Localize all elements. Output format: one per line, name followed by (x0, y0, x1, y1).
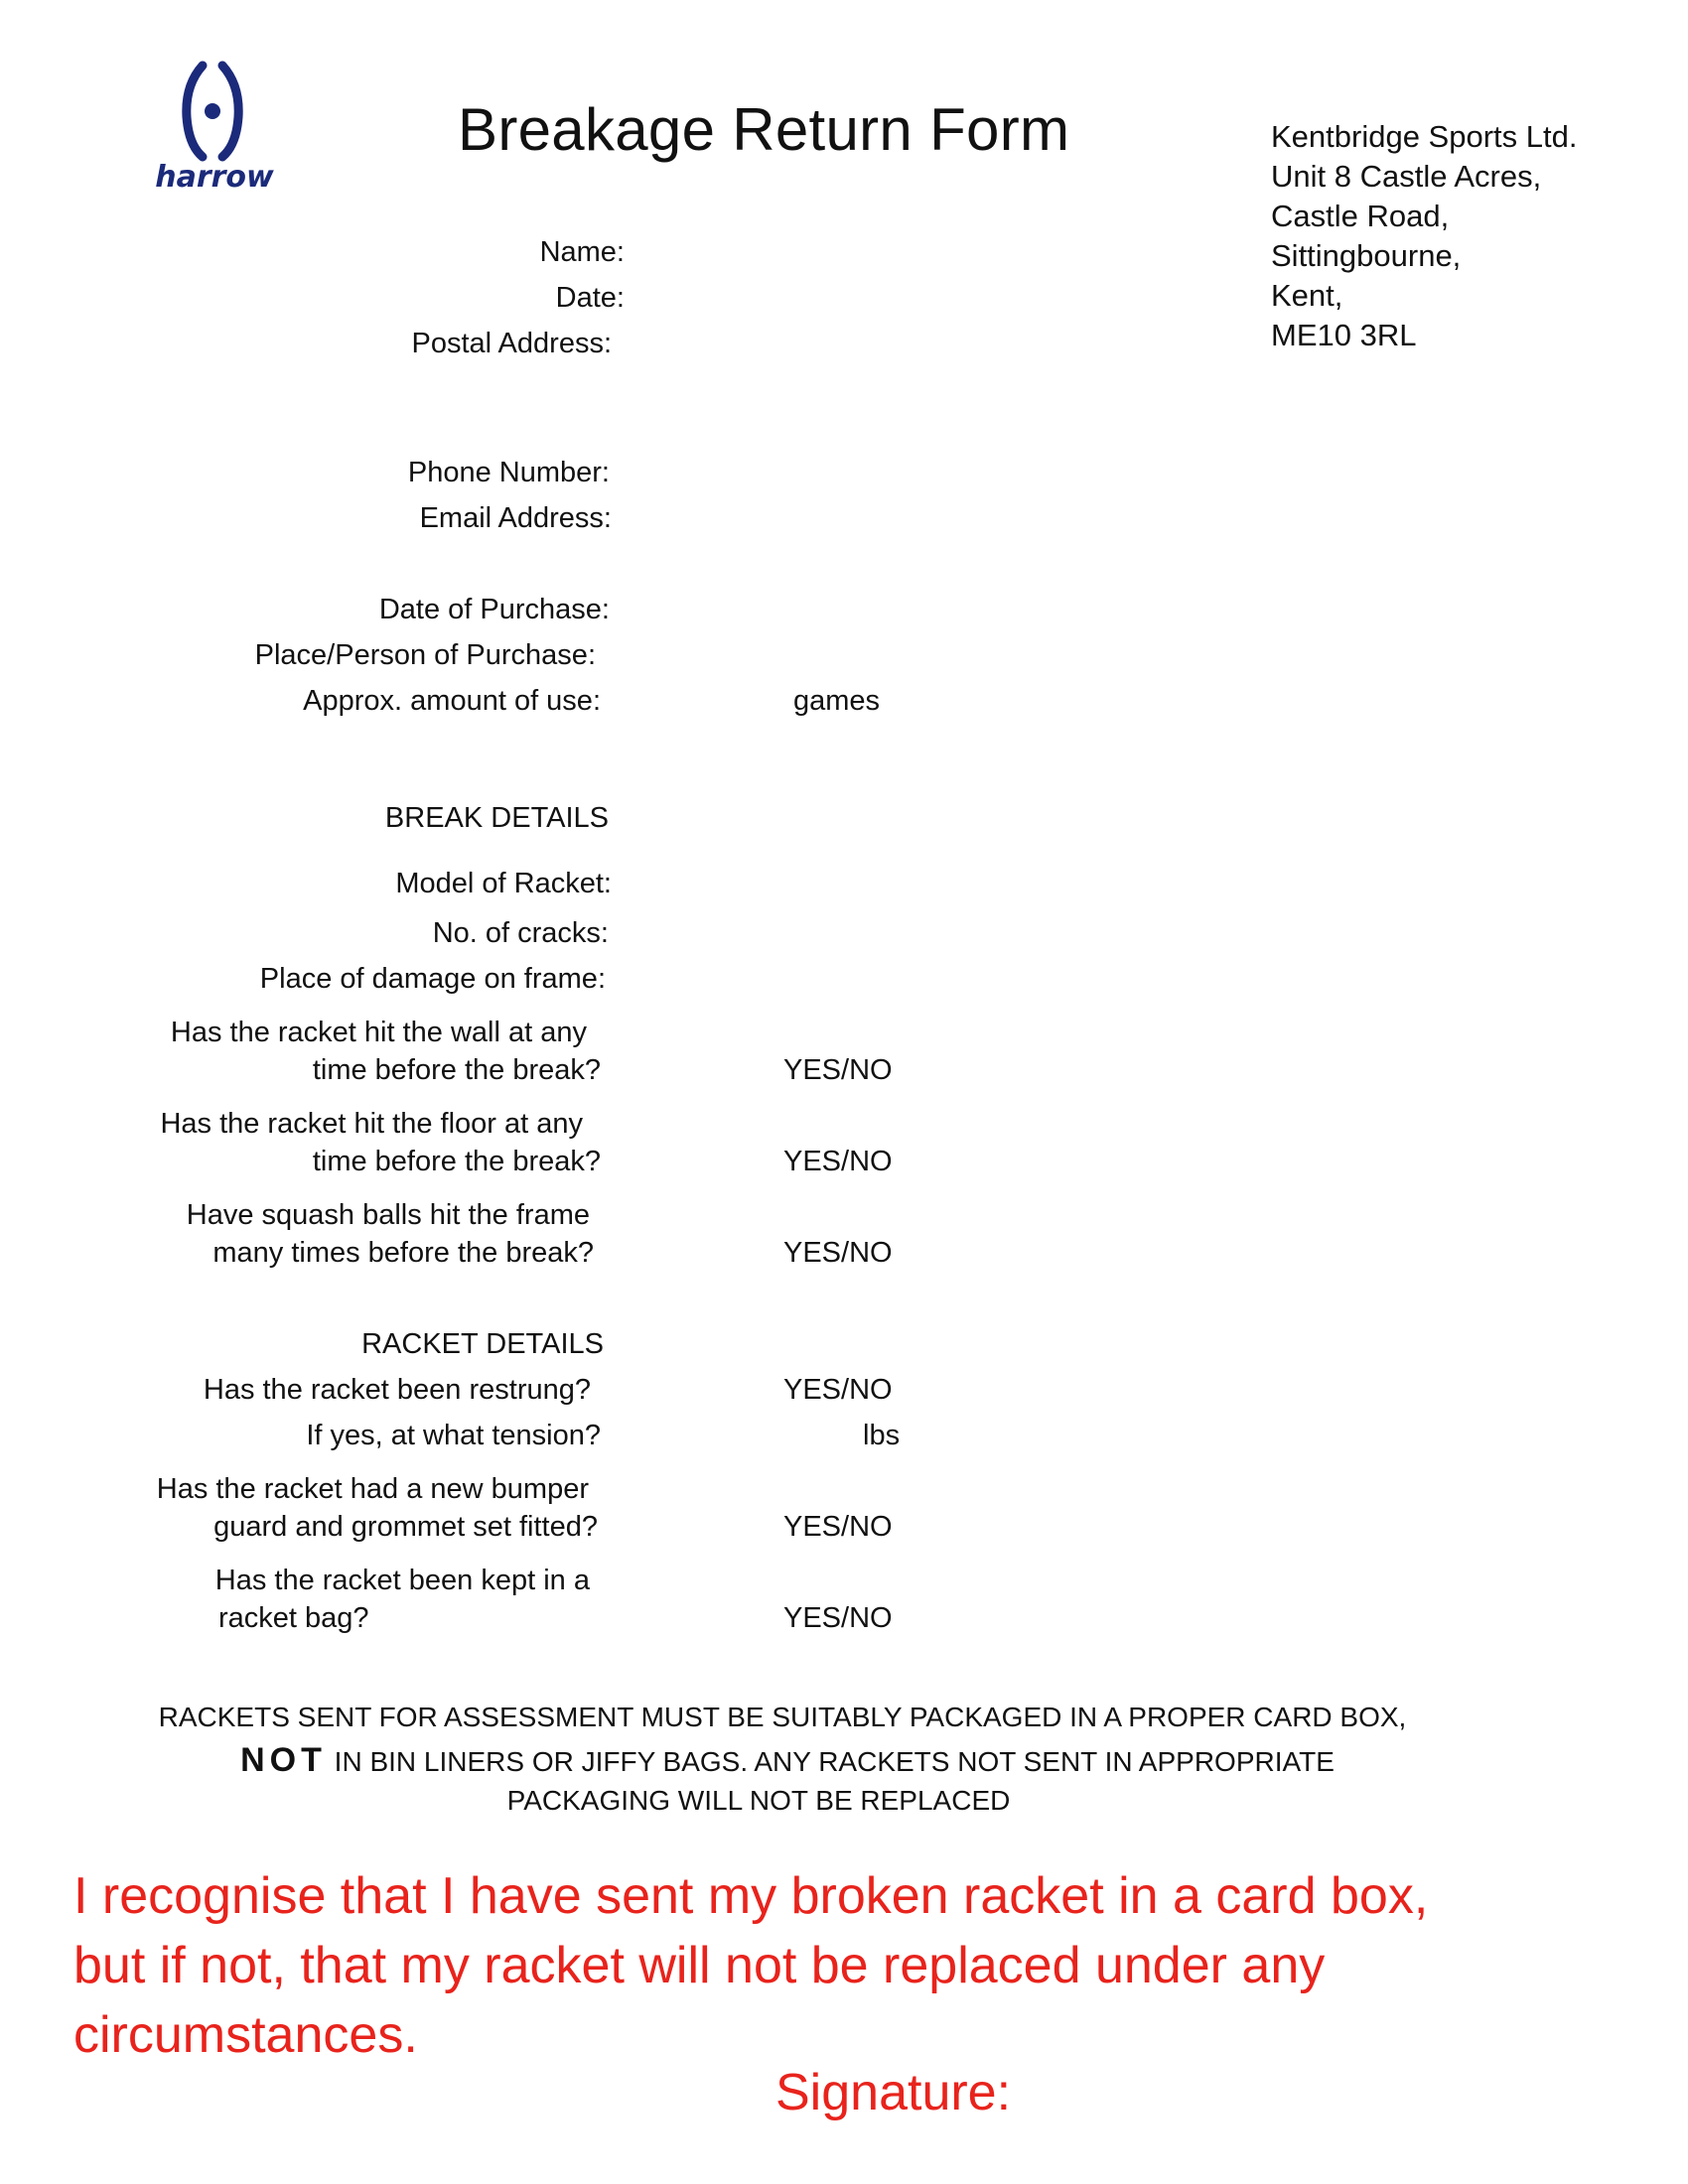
balls-yes-no: YES/NO (783, 1237, 893, 1269)
email-address-label: Email Address: (419, 502, 612, 534)
wall-question-line2: time before the break? (312, 1054, 601, 1086)
declaration-line2: but if not, that my racket will not be replaced under any (73, 1937, 1326, 1994)
bumper-question-line2: guard and grommet set fitted? (213, 1511, 598, 1543)
bag-question-line2: racket bag? (218, 1602, 369, 1634)
declaration-line3: circumstances. (73, 2006, 418, 2064)
floor-question-line1: Has the racket hit the floor at any (160, 1108, 583, 1140)
address-line: Kent, (1271, 278, 1343, 313)
model-of-racket-label: Model of Racket: (395, 868, 612, 899)
date-of-purchase-label: Date of Purchase: (378, 594, 610, 625)
signature-label: Signature: (775, 2064, 1012, 2121)
form-title: Breakage Return Form (458, 96, 1070, 163)
floor-question-line2: time before the break? (312, 1146, 601, 1177)
restrung-question: Has the racket been restrung? (203, 1374, 591, 1406)
notice-line2 (0, 1741, 1631, 1780)
phone-number-label: Phone Number: (407, 457, 610, 488)
balls-question-line2: many times before the break? (212, 1237, 594, 1269)
address-line: ME10 3RL (1271, 318, 1417, 352)
tension-unit: lbs (863, 1420, 901, 1451)
notice-emphasis: NOT (240, 1741, 327, 1779)
racket-details-heading: RACKET DETAILS (361, 1328, 604, 1360)
bumper-yes-no: YES/NO (783, 1511, 893, 1543)
date-label: Date: (555, 282, 625, 314)
restrung-yes-no: YES/NO (783, 1374, 893, 1406)
postal-address-label: Postal Address: (411, 328, 612, 359)
bumper-question-line1: Has the racket had a new bumper (156, 1473, 589, 1505)
notice-line2-text: IN BIN LINERS OR JIFFY BAGS. ANY RACKETS NOT SENT IN APPROPRIATE (326, 1746, 1335, 1777)
address-line: Kentbridge Sports Ltd. (1271, 119, 1578, 154)
harrow-logo (135, 56, 294, 195)
wall-yes-no: YES/NO (783, 1054, 893, 1086)
declaration-line1: I recognise that I have sent my broken racket in a card box, (73, 1867, 1429, 1925)
place-of-purchase-label: Place/Person of Purchase: (254, 639, 596, 671)
tension-question: If yes, at what tension? (306, 1420, 601, 1451)
address-line: Unit 8 Castle Acres, (1271, 159, 1542, 194)
games-unit: games (793, 685, 881, 717)
place-of-damage-label: Place of damage on frame: (259, 963, 606, 995)
notice-line3: PACKAGING WILL NOT BE REPLACED (506, 1785, 1011, 1816)
address-line: Sittingbourne, (1271, 238, 1462, 273)
bag-yes-no: YES/NO (783, 1602, 893, 1634)
floor-yes-no: YES/NO (783, 1146, 893, 1177)
break-details-heading: BREAK DETAILS (384, 802, 609, 834)
balls-question-line1: Have squash balls hit the frame (186, 1199, 590, 1231)
address-line: Castle Road, (1271, 199, 1450, 233)
notice-line1: RACKETS SENT FOR ASSESSMENT MUST BE SUITABLY PACKAGED IN A PROPER CARD BOX, (158, 1702, 1407, 1732)
logo-wordmark: harrow (155, 160, 274, 195)
amount-of-use-label: Approx. amount of use: (303, 685, 601, 717)
bag-question-line1: Has the racket been kept in a (214, 1565, 590, 1596)
wall-question-line1: Has the racket hit the wall at any (170, 1017, 587, 1048)
no-of-cracks-label: No. of cracks: (432, 917, 609, 949)
name-label: Name: (539, 236, 625, 268)
